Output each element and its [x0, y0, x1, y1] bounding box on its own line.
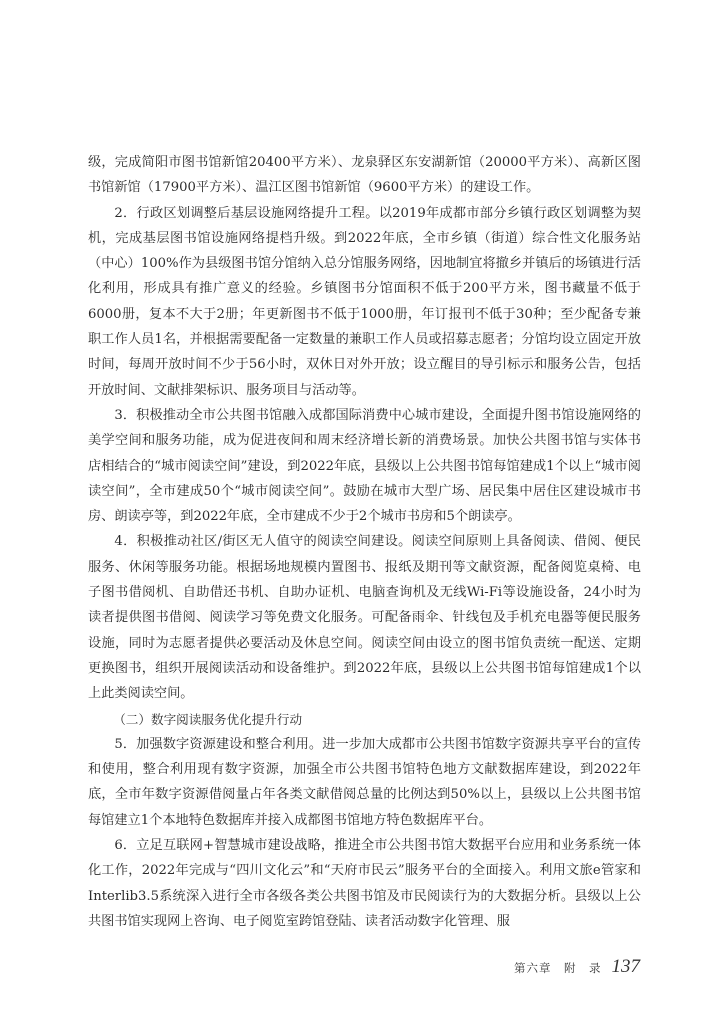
page-number: 137 — [611, 956, 640, 977]
paragraph-item-5: 5．加强数字资源建设和整合利用。进一步加大成都市公共图书馆数字资源共享平台的宣传和使用，整合利用现有数字资源，加强全市公共图书馆特色地方文献数据库建设，到2022年底，全市年数字资源借阅量占年各类文献借阅总量的比例达到50%以上，县级以上公共图书馆每馆建立1个本地特色数据库并接入成都图书馆地方特色数据库平台。 — [88, 736, 641, 828]
paragraph-item-6: 6．立足互联网+智慧城市建设战略，推进全市公共图书馆大数据平台应用和业务系统一体化工作，2022年完成与“四川文化云”和“天府市民云”服务平台的全面接入。利用文旅e管家和Interlib3.5系统深入进行全市各级各类公共图书馆及市民阅读行为的大数据分析。县级以上公共图书馆实现网上咨询、电子阅览室跨馆登陆、读者活动数字化管理、服 — [88, 838, 641, 929]
chapter-label: 第六章 附 录 — [514, 961, 602, 975]
paragraph-continuation: 级，完成简阳市图书馆新馆20400平方米）、龙泉驿区东安湖新馆（20000平方米）、高新区图书馆新馆（17900平方米）、温江区图书馆新馆（9600平方米）的建设工作。 — [88, 155, 641, 196]
paragraph-item-3: 3．积极推动全市公共图书馆融入成都国际消费中心城市建设，全面提升图书馆设施网络的美学空间和服务功能，成为促进夜间和周末经济增长新的消费场景。加快公共图书馆与实体书店相结合的“城市阅读空间”建设，到2022年底，县级以上公共图书馆每馆建成1个以上“城市阅读空间”，全市建成50个“城市阅读空间”。鼓励在城市大型广场、居民集中居住区建设城市书房、朗读亭等，到2022年底，全市建成不少于2个城市书房和5个朗读亭。 — [88, 407, 641, 525]
section-subheading: （二）数字阅读服务优化提升行动 — [113, 711, 303, 727]
page-footer — [514, 956, 640, 978]
paragraph-item-2: 2．行政区划调整后基层设施网络提升工程。以2019年成都市部分乡镇行政区划调整为契机，完成基层图书馆设施网络提档升级。到2022年底，全市乡镇（街道）综合性文化服务站（中心）100%作为县级图书馆分馆纳入总分馆服务网络，因地制宜将撤乡并镇后的场镇进行活化利用，形成具有推广意义的经验。乡镇图书分馆面积不低于200平方米，图书藏量不低于6000册，复本不大于2册；年更新图书不低于1000册，年订报刊不低于30种；至少配备专兼职工作人员1名，并根据需要配备一定数量的兼职工作人员或招募志愿者；分馆均设立固定开放时间，每周开放时间不少于56小时，双休日对外开放；设立醒目的导引标示和服务公告，包括开放时间、文献排架标识、服务项目与活动等。 — [88, 205, 641, 398]
body-text — [88, 150, 641, 934]
paragraph-item-4: 4．积极推动社区/街区无人值守的阅读空间建设。阅读空间原则上具备阅读、借阅、便民服务、休闲等服务功能。根据场地规模内置图书、报纸及期刊等文献资源，配备阅览桌椅、电子图书借阅机、自助借还书机、自助办证机、电脑查询机及无线Wi-Fi等设施设备，24小时为读者提供图书借阅、阅读学习等免费文化服务。可配备雨伞、针线包及手机充电器等便民服务设施，同时为志愿者提供必要活动及休息空间。阅读空间由设立的图书馆负责统一配送、定期更换图书，组织开展阅读活动和设备维护。到2022年底，县级以上公共图书馆每馆建成1个以上此类阅读空间。 — [88, 534, 641, 702]
